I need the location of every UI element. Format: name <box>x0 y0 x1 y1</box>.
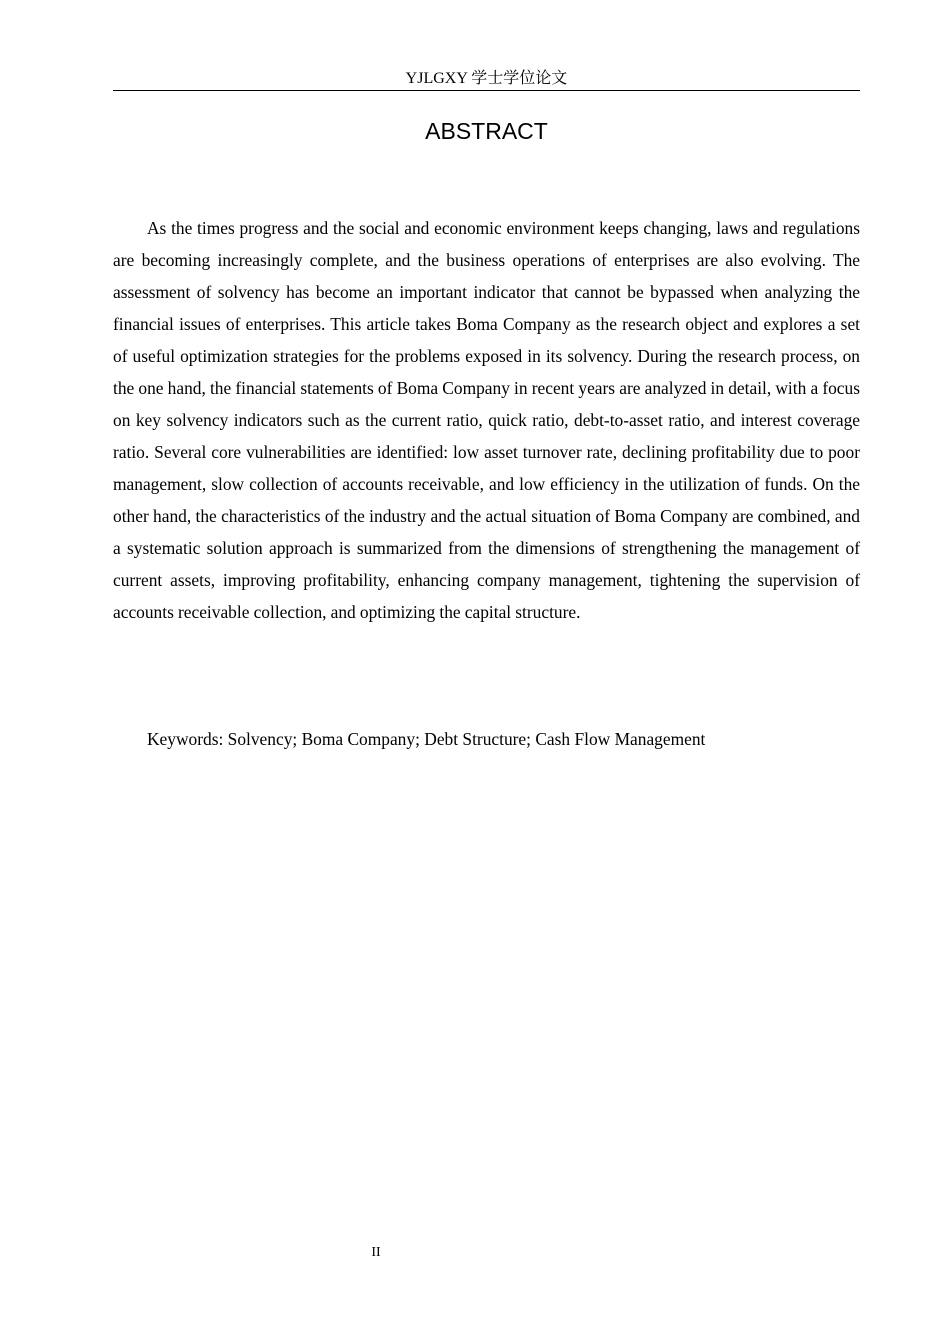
page-number: II <box>371 1245 381 1260</box>
abstract-title: ABSTRACT <box>425 118 548 144</box>
running-header: YJLGXY 学士学位论文 <box>405 70 568 87</box>
header-rule <box>113 90 860 91</box>
keywords-line: Keywords: Solvency; Boma Company; Debt Structure; Cash Flow Management <box>147 729 706 749</box>
abstract-body: As the times progress and the social and economic environment keeps changing, laws and regulations are becoming increasingly complete, and the business operations of enterprises are also evolving. The assessment of solvency has become an important indicator that cannot be bypassed when analyzing the financial issues of enterprises. This article takes Boma Company as the research object and explores a set of useful optimization strategies for the problems exposed in its solvency. During the research process, on the one hand, the financial statements of Boma Company in recent years are analyzed in detail, with a focus on key solvency indicators such as the current ratio, quick ratio, debt-to-asset ratio, and interest coverage ratio. Several core vulnerabilities are identified: low asset turnover rate, declining profitability due to poor management, slow collection of accounts receivable, and low efficiency in the utilization of funds. On the other hand, the characteristics of the industry and the actual situation of Boma Company are combined, and a systematic solution approach is summarized from the dimensions of strengthening the management of current assets, improving profitability, enhancing company management, tightening the supervision of accounts receivable collection, and optimizing the capital structure. <box>113 218 860 622</box>
